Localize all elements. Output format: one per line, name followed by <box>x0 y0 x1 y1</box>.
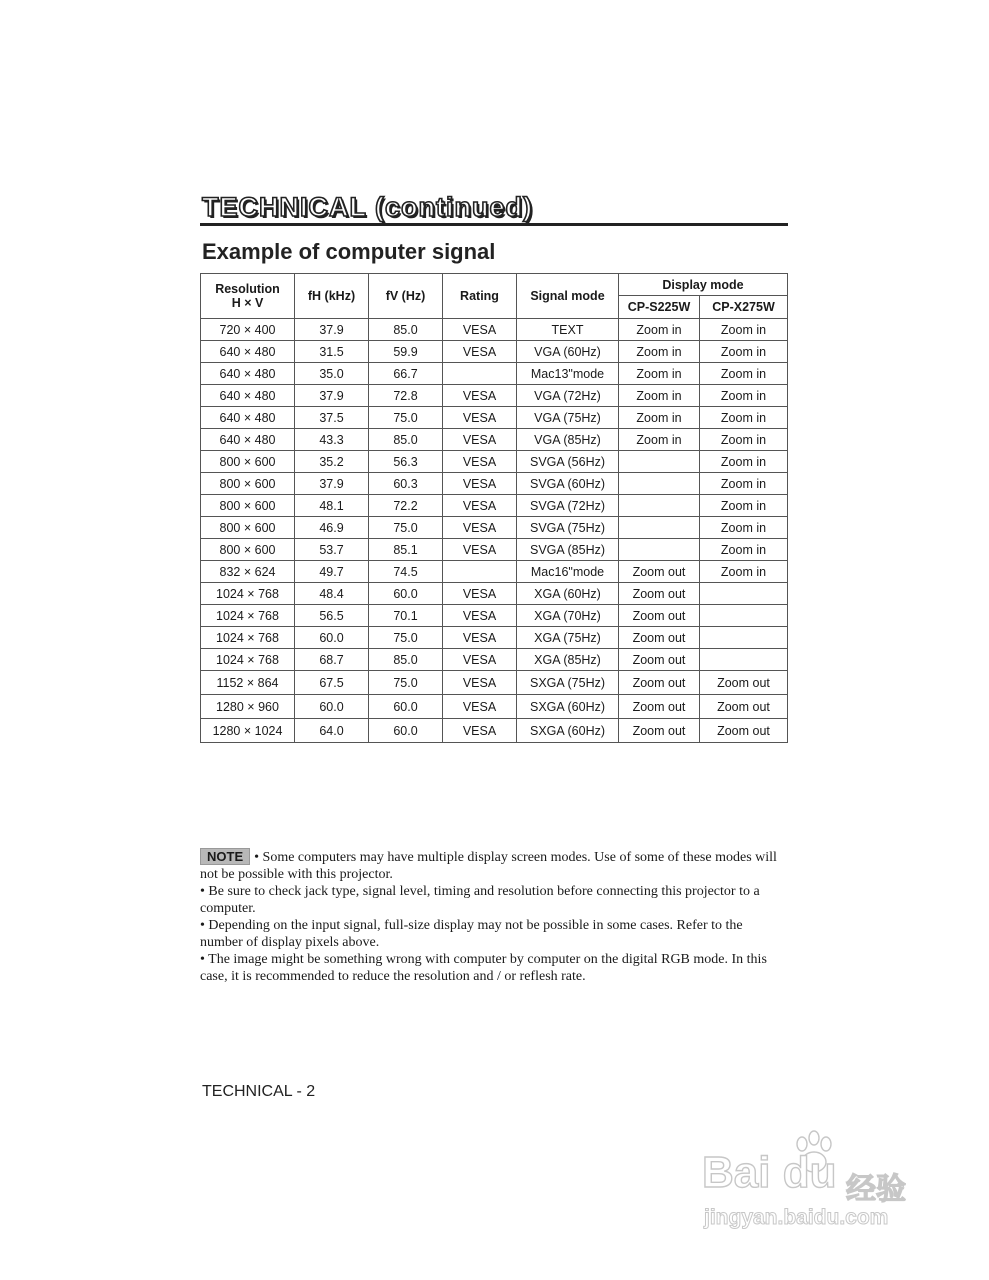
cell-resolution: 1280 × 960 <box>201 695 295 719</box>
cell-resolution: 640 × 480 <box>201 429 295 451</box>
cell-resolution: 800 × 600 <box>201 517 295 539</box>
cell-signal-mode: SVGA (75Hz) <box>517 517 619 539</box>
cell-signal-mode: SXGA (60Hz) <box>517 695 619 719</box>
table-row <box>201 539 788 561</box>
cell-fh: 64.0 <box>295 719 369 743</box>
baidu-watermark <box>700 1130 940 1240</box>
cell-display-a: Zoom out <box>619 561 700 583</box>
cell-display-a <box>619 495 700 517</box>
cell-display-b: Zoom out <box>700 671 788 695</box>
cell-display-a: Zoom out <box>619 627 700 649</box>
cell-fh: 53.7 <box>295 539 369 561</box>
header-display-mode: Display mode <box>619 274 788 296</box>
cell-fh: 60.0 <box>295 627 369 649</box>
cell-fh: 46.9 <box>295 517 369 539</box>
note-item: • Be sure to check jack type, signal level, timing and resolution before connecting this projector to a computer. <box>200 884 760 916</box>
cell-resolution: 640 × 480 <box>201 407 295 429</box>
cell-fh: 48.1 <box>295 495 369 517</box>
cell-signal-mode: SXGA (75Hz) <box>517 671 619 695</box>
cell-rating: VESA <box>443 649 517 671</box>
table-row <box>201 407 788 429</box>
cell-display-b: Zoom out <box>700 719 788 743</box>
cell-resolution: 640 × 480 <box>201 363 295 385</box>
cell-rating: VESA <box>443 495 517 517</box>
header-resolution <box>201 274 295 319</box>
cell-fv: 75.0 <box>369 627 443 649</box>
cell-display-b: Zoom out <box>700 695 788 719</box>
cell-display-a: Zoom in <box>619 385 700 407</box>
cell-display-a: Zoom in <box>619 407 700 429</box>
cell-display-a: Zoom in <box>619 363 700 385</box>
table-row <box>201 517 788 539</box>
cell-signal-mode: XGA (70Hz) <box>517 605 619 627</box>
cell-signal-mode: VGA (72Hz) <box>517 385 619 407</box>
cell-resolution: 832 × 624 <box>201 561 295 583</box>
cell-display-a <box>619 473 700 495</box>
cell-signal-mode: SVGA (85Hz) <box>517 539 619 561</box>
cell-display-b: Zoom in <box>700 473 788 495</box>
cell-signal-mode: XGA (60Hz) <box>517 583 619 605</box>
cell-fh: 49.7 <box>295 561 369 583</box>
cell-fv: 85.1 <box>369 539 443 561</box>
note-block <box>200 848 785 985</box>
cell-rating: VESA <box>443 671 517 695</box>
cell-fv: 66.7 <box>369 363 443 385</box>
cell-rating: VESA <box>443 385 517 407</box>
cell-signal-mode: SXGA (60Hz) <box>517 719 619 743</box>
cell-signal-mode: VGA (85Hz) <box>517 429 619 451</box>
cell-fv: 60.0 <box>369 719 443 743</box>
cell-rating: VESA <box>443 429 517 451</box>
cell-fv: 85.0 <box>369 649 443 671</box>
cell-fv: 59.9 <box>369 341 443 363</box>
computer-signal-table <box>200 273 788 743</box>
table-row <box>201 605 788 627</box>
watermark-url: jingyan.baidu.com <box>704 1206 889 1229</box>
table-row <box>201 385 788 407</box>
table-row <box>201 561 788 583</box>
cell-rating: VESA <box>443 517 517 539</box>
table-row <box>201 695 788 719</box>
cell-fv: 75.0 <box>369 407 443 429</box>
header-resolution-label: Resolution <box>215 282 280 296</box>
section-title-text: TECHNICAL (continued) <box>202 192 533 222</box>
cell-fv: 72.8 <box>369 385 443 407</box>
cell-fv: 75.0 <box>369 517 443 539</box>
note-item: • The image might be something wrong with computer by computer on the digital RGB mode. In this case, it is recommended to reduce the resolution and / or reflesh rate. <box>200 952 767 984</box>
cell-resolution: 640 × 480 <box>201 385 295 407</box>
cell-resolution: 1024 × 768 <box>201 627 295 649</box>
header-signal-mode: Signal mode <box>517 274 619 319</box>
cell-display-b: Zoom in <box>700 539 788 561</box>
cell-resolution: 800 × 600 <box>201 451 295 473</box>
table-row <box>201 451 788 473</box>
cell-resolution: 1024 × 768 <box>201 583 295 605</box>
table-row <box>201 627 788 649</box>
note-text: • Some computers may have multiple display screen modes. Use of some of these modes will not be possible with this projector. <box>200 850 777 882</box>
cell-signal-mode: XGA (85Hz) <box>517 649 619 671</box>
cell-display-a: Zoom in <box>619 429 700 451</box>
table-row <box>201 649 788 671</box>
cell-display-a: Zoom out <box>619 719 700 743</box>
cell-rating: VESA <box>443 539 517 561</box>
cell-fh: 43.3 <box>295 429 369 451</box>
cell-fh: 67.5 <box>295 671 369 695</box>
header-model-b: CP-X275W <box>700 296 788 319</box>
cell-signal-mode: SVGA (72Hz) <box>517 495 619 517</box>
cell-display-b: Zoom in <box>700 407 788 429</box>
cell-rating: VESA <box>443 473 517 495</box>
cell-resolution: 1024 × 768 <box>201 649 295 671</box>
cell-display-b: Zoom in <box>700 561 788 583</box>
table-row <box>201 583 788 605</box>
cell-display-b: Zoom in <box>700 363 788 385</box>
cell-rating <box>443 363 517 385</box>
cell-fv: 70.1 <box>369 605 443 627</box>
cell-display-b <box>700 605 788 627</box>
cell-display-a: Zoom out <box>619 671 700 695</box>
cell-fv: 56.3 <box>369 451 443 473</box>
cell-rating: VESA <box>443 451 517 473</box>
cell-display-a: Zoom in <box>619 341 700 363</box>
page-subtitle: Example of computer signal <box>202 239 496 264</box>
header-fh: fH (kHz) <box>295 274 369 319</box>
header-fv: fV (Hz) <box>369 274 443 319</box>
cell-signal-mode: TEXT <box>517 319 619 341</box>
cell-fv: 75.0 <box>369 671 443 695</box>
cell-fh: 68.7 <box>295 649 369 671</box>
cell-fh: 35.0 <box>295 363 369 385</box>
cell-display-a: Zoom out <box>619 605 700 627</box>
cell-fv: 60.3 <box>369 473 443 495</box>
cell-rating: VESA <box>443 605 517 627</box>
cell-rating: VESA <box>443 583 517 605</box>
cell-rating: VESA <box>443 407 517 429</box>
watermark-cn: 经验 <box>846 1173 906 1206</box>
cell-fv: 85.0 <box>369 429 443 451</box>
cell-display-b: Zoom in <box>700 385 788 407</box>
cell-rating: VESA <box>443 695 517 719</box>
cell-rating: VESA <box>443 719 517 743</box>
cell-fh: 48.4 <box>295 583 369 605</box>
cell-signal-mode: XGA (75Hz) <box>517 627 619 649</box>
cell-display-a <box>619 517 700 539</box>
cell-display-b <box>700 649 788 671</box>
cell-fh: 60.0 <box>295 695 369 719</box>
table-row <box>201 473 788 495</box>
cell-fv: 72.2 <box>369 495 443 517</box>
cell-signal-mode: VGA (60Hz) <box>517 341 619 363</box>
cell-fv: 60.0 <box>369 583 443 605</box>
cell-display-b: Zoom in <box>700 451 788 473</box>
cell-resolution: 720 × 400 <box>201 319 295 341</box>
cell-fv: 74.5 <box>369 561 443 583</box>
cell-resolution: 800 × 600 <box>201 539 295 561</box>
cell-fv: 85.0 <box>369 319 443 341</box>
cell-signal-mode: Mac16"mode <box>517 561 619 583</box>
cell-display-a: Zoom out <box>619 695 700 719</box>
header-rating: Rating <box>443 274 517 319</box>
table-row <box>201 719 788 743</box>
header-model-a: CP-S225W <box>619 296 700 319</box>
cell-fh: 37.9 <box>295 473 369 495</box>
cell-display-b <box>700 583 788 605</box>
cell-resolution: 640 × 480 <box>201 341 295 363</box>
cell-rating: VESA <box>443 627 517 649</box>
cell-fh: 37.9 <box>295 385 369 407</box>
cell-signal-mode: VGA (75Hz) <box>517 407 619 429</box>
cell-display-a <box>619 451 700 473</box>
cell-rating: VESA <box>443 341 517 363</box>
table-body <box>201 319 788 743</box>
table-row <box>201 363 788 385</box>
cell-display-b <box>700 627 788 649</box>
cell-resolution: 800 × 600 <box>201 473 295 495</box>
cell-fh: 31.5 <box>295 341 369 363</box>
cell-rating: VESA <box>443 319 517 341</box>
cell-resolution: 1024 × 768 <box>201 605 295 627</box>
table-row <box>201 429 788 451</box>
cell-display-a: Zoom out <box>619 583 700 605</box>
cell-resolution: 1152 × 864 <box>201 671 295 695</box>
cell-display-b: Zoom in <box>700 319 788 341</box>
cell-fh: 37.9 <box>295 319 369 341</box>
table-row <box>201 319 788 341</box>
cell-fh: 37.5 <box>295 407 369 429</box>
cell-rating <box>443 561 517 583</box>
cell-display-a: Zoom out <box>619 649 700 671</box>
cell-resolution: 1280 × 1024 <box>201 719 295 743</box>
cell-display-a: Zoom in <box>619 319 700 341</box>
header-resolution-sub: H × V <box>231 296 264 310</box>
cell-signal-mode: SVGA (60Hz) <box>517 473 619 495</box>
note-tag: NOTE <box>200 848 250 865</box>
cell-resolution: 800 × 600 <box>201 495 295 517</box>
watermark-logo: Bai du <box>702 1148 837 1197</box>
cell-display-b: Zoom in <box>700 517 788 539</box>
table-row <box>201 671 788 695</box>
page-footer: TECHNICAL - 2 <box>202 1083 316 1100</box>
cell-display-b: Zoom in <box>700 341 788 363</box>
cell-fh: 35.2 <box>295 451 369 473</box>
note-item: • Depending on the input signal, full-size display may not be possible in some cases. Refer to the number of display pixels above. <box>200 918 743 950</box>
cell-signal-mode: Mac13"mode <box>517 363 619 385</box>
cell-fv: 60.0 <box>369 695 443 719</box>
section-title <box>200 190 788 226</box>
cell-display-a <box>619 539 700 561</box>
cell-fh: 56.5 <box>295 605 369 627</box>
table-row <box>201 495 788 517</box>
table-row <box>201 341 788 363</box>
cell-display-b: Zoom in <box>700 429 788 451</box>
note-item <box>200 848 785 883</box>
cell-display-b: Zoom in <box>700 495 788 517</box>
cell-signal-mode: SVGA (56Hz) <box>517 451 619 473</box>
